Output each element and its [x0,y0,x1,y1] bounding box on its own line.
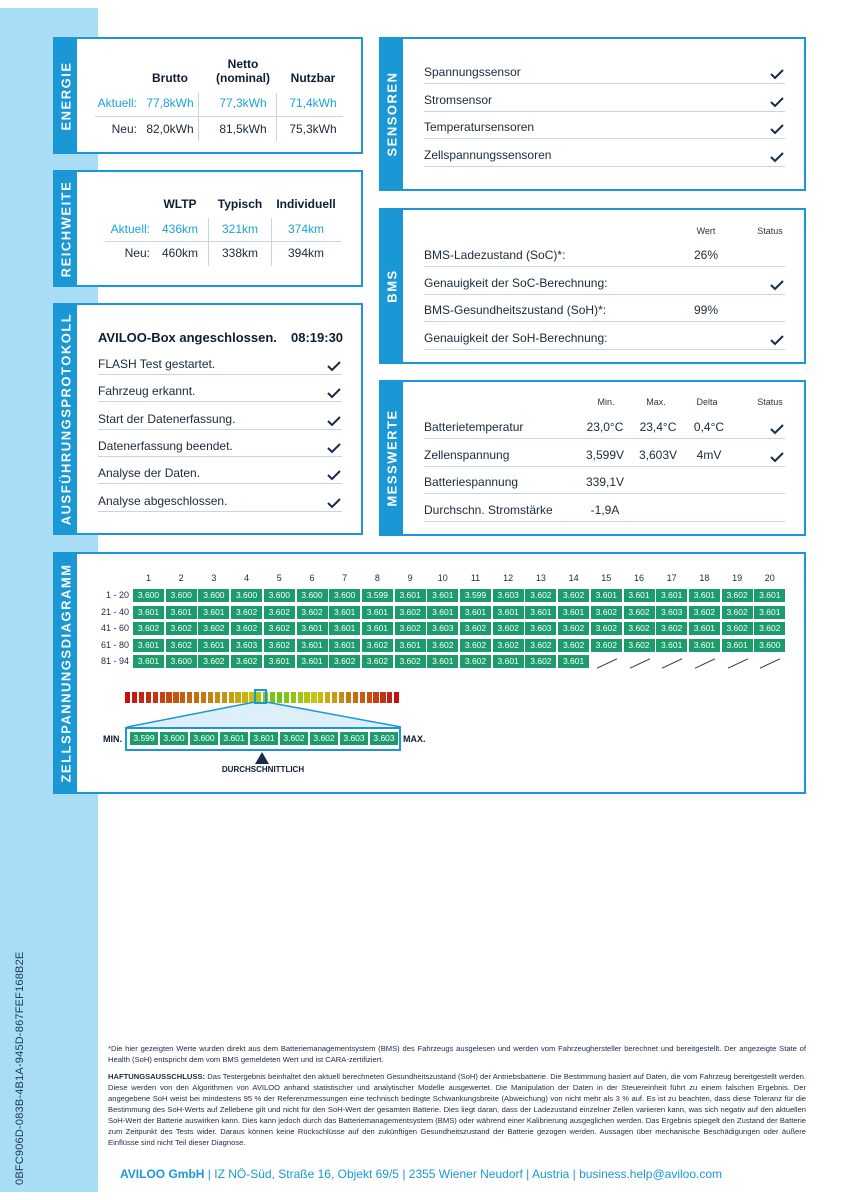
gradient-segment [153,692,158,703]
cell-voltage: 3.602 [264,622,295,635]
gradient-segment [146,692,151,703]
gradient-segment [201,692,206,703]
cell-voltage: 3.602 [460,639,491,652]
protokoll-item: Datenerfassung beendet. [98,438,233,453]
cell-voltage: 3.602 [166,622,197,635]
cell-column-header: 7 [342,573,348,583]
average-marker-icon [255,752,269,764]
energie-aktuell-nutzbar: 71,4kWh [289,96,337,110]
footer-haftung [108,1071,806,1148]
cell-voltage: 3.602 [591,639,622,652]
gradient-segment [242,692,247,703]
cell-voltage: 3.601 [754,589,785,602]
footer-note: *Die hier gezeigten Werte wurden direkt aus dem Batteriemanagementsystem (BMS) des Fahrzeugs ausgelesen und werden vom Fahrzeughersteller berechnet und bereitgestellt. Der angezeigte State of Health (SoH) entspricht dem vom BMS gemeldeten Wert und ist CARA-zertifiziert. [108,1044,806,1064]
cell-voltage: 3.602 [722,606,753,619]
protokoll-item: Fahrzeug erkannt. [98,384,196,399]
reichweite-aktuell-individuell: 374km [287,222,325,236]
cell-voltage: 3.602 [558,622,589,635]
gradient-segment [229,692,234,703]
gradient-segment [304,692,309,703]
cell-voltage: 3.602 [624,639,655,652]
reichweite-neu-individuell: 394km [287,246,325,260]
cell-voltage: 3.601 [362,622,393,635]
energie-header-netto: Netto (nominal) [216,57,270,85]
messwerte-col-status: Status [757,397,783,407]
cell-voltage: 3.601 [427,589,458,602]
gradient-segment [139,692,144,703]
cell-voltage: 3.602 [689,606,720,619]
cell-voltage: 3.602 [525,589,556,602]
checkmark-icon [770,123,784,135]
cell-voltage: 3.601 [427,606,458,619]
cell-voltage: 3.601 [329,622,360,635]
messwerte-col-max: Max. [646,397,666,407]
protokoll-panel [53,303,363,535]
voltage-gradient-bar [125,692,401,703]
messwerte-min: -1,9A [590,502,620,517]
sensor-item: Spannungssensor [424,65,521,79]
cell-row-label: 21 - 40 [100,606,129,617]
bms-row-label: BMS-Ladezustand (SoC)*: [424,248,566,262]
cell-voltage: 3.601 [624,589,655,602]
haftung-text: Das Testergebnis beinhaltet den aktuell berechneten Gesundheitszustand (SoH) der Antriebsbatterie. Die Bestimmung basiert auf Daten, die vom Fahrzeug bereitgestellt werden. Diese werden von den Algorithmen von AVILOO anhand statistischer und analytischer Modelle ausgewertet. Die Manipulation der Daten in der Steuereinheit führt zu einem falschen Ergebnis. Der angegebene SoH weist bei mindestens 95 % der Referenzmessungen eine technisch bedingte Schwankungsbreite (Abweichung) von nicht mehr als 3 % auf. Es ist zu beachten, dass diese Toleranz für die Bestimmung des SoH-Werts auf Zellebene gilt und nicht für den SoH-Wert der gesamten Batterie. Dies liegt daran, dass der Ladezustand einzelner Zellen variieren kann, was sich negativ auf den aktuellen SoH-Wert der Batterie auswirken kann. Dies kann jedoch durch das Batteriemanagementsystem (BMS) oder während einer Kalibrierung ausgeglichen werden. Das Ergebnis spiegelt den Zustand der Batterie zum Zeitpunkt des Tests wider. Daraus können keine Rückschlüsse auf den zukünftigen Gesundheitszustand der Batterie gezogen werden. Aussagen über mechanische Beschädigungen oder äußere Einflüsse sind nicht Teil dieser Diagnose. [108,1072,806,1147]
empty-cell-slash [662,658,682,668]
gradient-segment [367,692,372,703]
messwerte-max: 23,4°C [639,420,677,434]
cell-voltage: 3.600 [297,589,328,602]
cell-voltage: 3.602 [493,622,524,635]
gradient-segment [339,692,344,703]
gradient-segment [249,692,254,703]
messwerte-min: 3,599V [585,447,625,462]
messwerte-col-min: Min. [597,397,615,407]
cell-row-label: 41 - 60 [100,623,129,633]
sensor-item: Zellspannungssensoren [424,147,552,162]
cell-voltage: 3.602 [198,622,229,635]
cell-column-header: 14 [568,573,579,583]
company-address: | IZ NÖ-Süd, Straße 16, Objekt 69/5 | 2355 Wiener Neudorf | Austria | business.help@aviloo.com [204,1167,723,1181]
cell-voltage: 3.603 [525,622,556,635]
cell-voltage: 3.601 [297,622,328,635]
company-name: AVILOO GmbH [120,1167,205,1181]
cell-voltage: 3.602 [395,606,426,619]
protokoll-item: Analyse abgeschlossen. [98,493,228,508]
cell-voltage: 3.602 [558,639,589,652]
cell-voltage: 3.601 [689,639,720,652]
gradient-segment [263,692,268,703]
energie-aktuell-netto: 77,3kWh [219,96,267,110]
checkmark-icon [770,68,784,80]
messwerte-row-label: Zellenspannung [424,447,510,462]
messwerte-delta: 4mV [696,447,722,462]
cell-row-label: 61 - 80 [100,639,129,650]
haftung-label: HAFTUNGSAUSSCHLUSS: [108,1072,206,1081]
gradient-segment [208,692,213,703]
cell-column-header: 5 [276,573,282,583]
document-id: 0BFC906D-083B-4B1A-945D-867FEF168B2E [14,951,26,1185]
checkmark-icon [770,334,784,346]
footer [108,1043,806,1154]
reichweite-aktuell-wltp: 436km [161,222,199,236]
energie-aktuell-brutto: 77,8kWh [146,96,194,110]
cell-voltage: 3.602 [231,655,262,668]
cell-voltage: 3.602 [231,606,262,619]
cell-voltage: 3.602 [525,655,556,668]
bms-col-wert: Wert [696,226,716,236]
cell-voltage: 3.602 [722,589,753,602]
cell-voltage: 3.601 [689,622,720,635]
messwerte-delta: 0,4°C [693,420,725,434]
cell-column-header: 13 [535,573,546,583]
gradient-segment [194,692,199,703]
empty-cell-slash [760,658,780,668]
cell-voltage: 3.602 [166,639,197,652]
energie-header-nutzbar: Nutzbar [290,71,336,85]
messwerte-title: MESSWERTE [384,409,400,507]
reichweite-aktuell-label: Aktuell: [110,222,150,236]
cell-voltage: 3.601 [689,589,720,602]
cell-voltage: 3.601 [198,606,229,619]
messwerte-row-label: Batteriespannung [424,475,519,489]
energie-header-brutto: Brutto [152,71,188,85]
protokoll-item: Analyse der Daten. [98,466,201,481]
scale-max-label: MAX. [403,734,426,744]
cell-column-header: 12 [503,573,514,583]
gradient-segment [270,692,275,703]
cell-voltage: 3.602 [362,639,393,652]
bms-row-label: Genauigkeit der SoH-Berechnung: [424,330,608,345]
scale-value: 3.603 [370,732,398,745]
cell-voltage: 3.600 [133,589,164,602]
cell-voltage: 3.603 [231,639,262,652]
cell-voltage: 3.601 [329,606,360,619]
scale-value: 3.599 [130,732,158,745]
cell-voltage: 3.599 [362,589,393,602]
protokoll-item: FLASH Test gestartet. [98,357,216,371]
checkmark-icon [770,451,784,463]
cell-voltage: 3.601 [133,639,164,652]
cell-column-header: 19 [732,573,743,583]
energie-neu-nutzbar: 75,3kWh [289,122,337,136]
cell-voltage: 3.602 [198,655,229,668]
cell-column-header: 18 [699,573,710,583]
zell-panel [53,552,806,794]
empty-cell-slash [695,658,715,668]
energie-neu-netto: 81,5kWh [219,122,267,136]
cell-voltage: 3.602 [591,606,622,619]
checkmark-icon [770,96,784,108]
gradient-segment [332,692,337,703]
cell-voltage: 3.601 [297,655,328,668]
cell-voltage: 3.601 [395,639,426,652]
bms-row-label: BMS-Gesundheitszustand (SoH)*: [424,303,607,317]
cell-voltage: 3.602 [754,622,785,635]
cell-voltage: 3.600 [754,639,785,652]
bms-row-wert: 26% [693,248,719,262]
messwerte-col-delta: Delta [696,397,718,407]
cell-voltage: 3.602 [558,589,589,602]
reichweite-header-wltp: WLTP [163,197,197,211]
bms-row-label: Genauigkeit der SoC-Berechnung: [424,275,608,290]
scale-value: 3.602 [310,732,338,745]
sensor-item: Stromsensor [424,92,493,107]
cell-voltage: 3.602 [624,606,655,619]
energie-title: ENERGIE [58,60,74,131]
messwerte-min: 23,0°C [586,420,624,434]
scale-value: 3.600 [190,732,218,745]
messwerte-panel [379,380,806,536]
average-label: DURCHSCHNITTLICH [221,765,305,774]
cell-column-header: 8 [374,573,380,583]
bms-col-status: Status [757,226,783,236]
checkmark-icon [770,423,784,435]
cell-column-header: 4 [244,573,250,583]
messwerte-row-label: Batterietemperatur [424,420,524,434]
gradient-segment [180,692,185,703]
gradient-segment [380,692,385,703]
cell-voltage: 3.603 [493,589,524,602]
gradient-segment [187,692,192,703]
messwerte-max: 3,603V [638,447,678,462]
cell-voltage: 3.602 [133,622,164,635]
reichweite-title: REICHWEITE [58,180,74,277]
cell-voltage: 3.603 [427,622,458,635]
cell-voltage: 3.602 [427,639,458,652]
reichweite-header-typisch: Typisch [217,197,263,211]
checkmark-icon [327,415,341,427]
cell-column-header: 17 [666,573,677,583]
bms-row-wert: 99% [693,303,719,317]
cell-voltage: 3.602 [362,655,393,668]
bms-panel [379,208,806,364]
gradient-segment [291,692,296,703]
sensoren-panel [379,37,806,191]
cell-voltage: 3.599 [460,589,491,602]
empty-cell-slash [727,658,747,668]
gradient-segment [318,692,323,703]
cell-voltage: 3.602 [624,622,655,635]
reichweite-neu-label: Neu: [124,246,150,260]
scale-value: 3.602 [280,732,308,745]
energie-panel [53,37,363,154]
messwerte-row-label: Durchschn. Stromstärke [424,502,553,517]
cell-column-header: 20 [764,573,775,583]
cell-column-header: 2 [178,573,184,583]
sensoren-title: SENSOREN [384,71,400,157]
gradient-segment [353,692,358,703]
cell-column-header: 3 [211,573,217,583]
gradient-segment [173,692,178,703]
protokoll-item: Start der Datenerfassung. [98,411,236,426]
gradient-segment [373,692,378,703]
checkmark-icon [327,360,341,372]
cell-voltage: 3.602 [525,639,556,652]
cell-row-label: 1 - 20 [105,590,129,600]
cell-column-header: 16 [633,573,644,583]
cell-voltage: 3.601 [493,655,524,668]
checkmark-icon [327,442,341,454]
checkmark-icon [327,469,341,481]
cell-voltage: 3.601 [133,606,164,619]
cell-voltage: 3.600 [166,589,197,602]
cell-voltage: 3.602 [264,639,295,652]
scale-value: 3.603 [340,732,368,745]
energie-aktuell-label: Aktuell: [97,96,137,110]
empty-cell-slash [597,658,617,668]
empty-cell-slash [629,658,649,668]
cell-voltage: 3.602 [460,655,491,668]
scale-min-label: MIN. [103,734,122,744]
reichweite-panel [53,170,363,287]
cell-voltage: 3.602 [264,606,295,619]
cell-voltage: 3.600 [198,589,229,602]
gradient-segment [284,692,289,703]
cell-voltage: 3.603 [656,606,687,619]
cell-voltage: 3.601 [656,639,687,652]
checkmark-icon [327,497,341,509]
gradient-segment [256,692,261,703]
messwerte-min: 339,1V [585,475,625,489]
cell-voltage: 3.602 [297,606,328,619]
cell-voltage: 3.601 [264,655,295,668]
cell-voltage: 3.602 [231,622,262,635]
gradient-segment [235,692,240,703]
gradient-segment [166,692,171,703]
cell-voltage: 3.602 [656,622,687,635]
cell-voltage: 3.601 [362,606,393,619]
cell-column-header: 1 [145,573,151,583]
gradient-segment [298,692,303,703]
cell-column-header: 11 [470,573,481,583]
cell-voltage: 3.600 [231,589,262,602]
energie-neu-label: Neu: [111,122,137,136]
cell-voltage: 3.602 [493,639,524,652]
cell-voltage: 3.601 [329,639,360,652]
cell-voltage: 3.601 [656,589,687,602]
cell-voltage: 3.601 [525,606,556,619]
scale-value: 3.600 [160,732,188,745]
footer-company-line [120,1167,722,1181]
cell-row-label: 81 - 94 [100,656,129,666]
checkmark-icon [770,151,784,163]
gradient-segment [222,692,227,703]
scale-value: 3.601 [220,732,248,745]
cell-voltage: 3.601 [558,606,589,619]
cell-column-header: 15 [601,573,612,583]
cell-voltage: 3.601 [395,589,426,602]
cell-voltage: 3.600 [166,655,197,668]
reichweite-neu-wltp: 460km [161,246,199,260]
gradient-segment [215,692,220,703]
gradient-segment [277,692,282,703]
cell-voltage: 3.602 [395,655,426,668]
gradient-segment [125,692,130,703]
gradient-segment [325,692,330,703]
gradient-segment [394,692,399,703]
checkmark-icon [327,387,341,399]
cell-voltage: 3.602 [395,622,426,635]
cell-voltage: 3.601 [558,655,589,668]
reichweite-aktuell-typisch: 321km [221,222,259,236]
cell-column-header: 10 [437,573,448,583]
gradient-segment [160,692,165,703]
gradient-segment [387,692,392,703]
cell-voltage: 3.601 [166,606,197,619]
gradient-segment [360,692,365,703]
reichweite-neu-typisch: 338km [221,246,259,260]
gradient-segment [132,692,137,703]
cell-voltage: 3.601 [493,606,524,619]
cell-voltage: 3.601 [133,655,164,668]
cell-voltage: 3.600 [329,589,360,602]
cell-column-header: 6 [309,573,315,583]
reichweite-header-individuell: Individuell [276,197,336,211]
cell-voltage: 3.602 [460,622,491,635]
cell-column-header: 9 [407,573,413,583]
protokoll-header: AVILOO-Box angeschlossen. [98,330,277,345]
sensor-item: Temperatursensoren [424,120,535,134]
energie-neu-brutto: 82,0kWh [146,122,194,136]
cell-voltage: 3.601 [427,655,458,668]
cell-voltage: 3.600 [264,589,295,602]
cell-voltage: 3.602 [329,655,360,668]
checkmark-icon [770,279,784,291]
scale-value: 3.601 [250,732,278,745]
zell-title: ZELLSPANNUNGSDIAGRAMM [58,563,74,783]
bms-title: BMS [384,269,400,303]
protokoll-title: AUSFÜHRUNGSPROTOKOLL [58,312,74,526]
cell-voltage: 3.601 [198,639,229,652]
cell-voltage: 3.602 [722,622,753,635]
cell-voltage: 3.601 [722,639,753,652]
cell-voltage: 3.601 [460,606,491,619]
gradient-segment [346,692,351,703]
cell-voltage: 3.601 [591,589,622,602]
protokoll-time: 08:19:30 [291,330,344,345]
cell-voltage: 3.601 [297,639,328,652]
scale-values-row [125,727,401,751]
cell-voltage: 3.602 [591,622,622,635]
gradient-segment [311,692,316,703]
cell-voltage: 3.601 [754,606,785,619]
